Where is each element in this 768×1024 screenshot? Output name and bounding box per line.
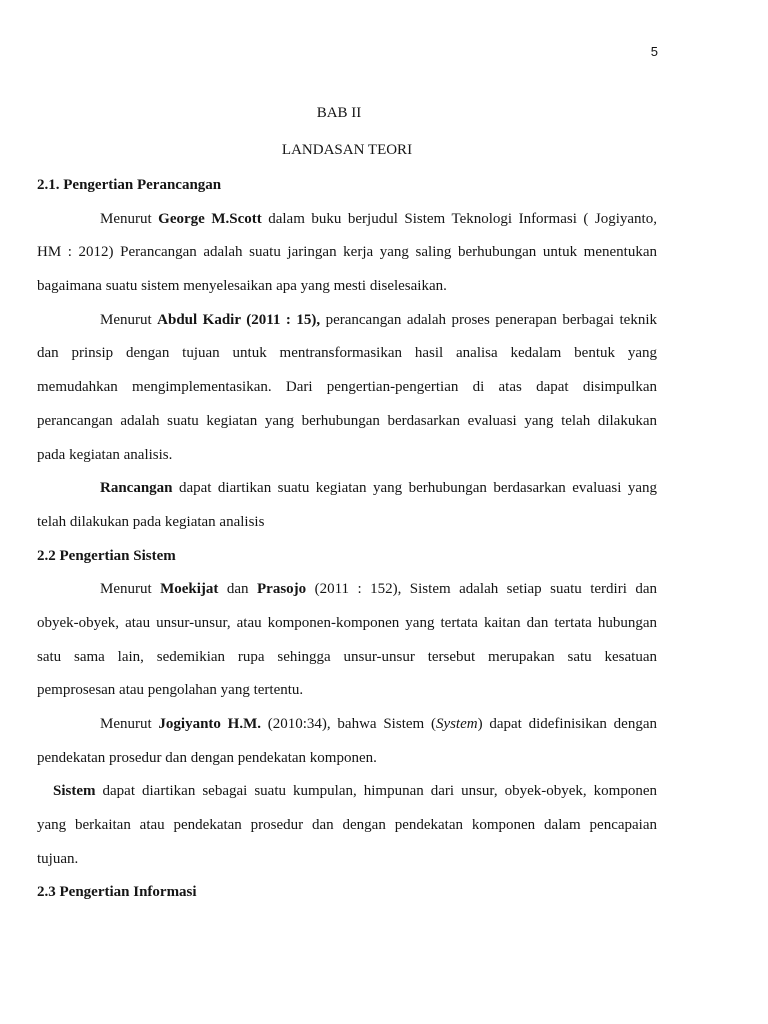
text-run: memudahkan mengimplementasikan. Dari pengertian-pengertian di atas dapat disimpulkan <box>37 379 657 396</box>
text-line <box>37 573 657 607</box>
text-run: satu sama lain, sedemikian rupa sehingga unsur-unsur tersebut merupakan satu kesatuan <box>37 648 657 665</box>
paragraph <box>37 203 657 304</box>
text-run: obyek-obyek, atau unsur-unsur, atau komponen-komponen yang tertata kaitan dan tertata hubungan <box>37 614 657 631</box>
text-line <box>37 472 657 506</box>
defined-term: Rancangan <box>100 480 173 497</box>
text-run: Menurut <box>100 210 159 227</box>
text-run: perancangan adalah suatu kegiatan yang berhubungan berdasarkan evaluasi yang telah dilakukan <box>37 412 657 429</box>
section-2-3 <box>37 876 657 910</box>
text-line <box>37 439 657 473</box>
text-run: dan prinsip dengan tujuan untuk mentransformasikan hasil analisa kedalam bentuk yang <box>37 345 657 362</box>
paragraph <box>37 708 657 775</box>
paragraph <box>37 304 657 472</box>
text-line <box>37 371 657 405</box>
section-heading: 2.1. Pengertian Perancangan <box>37 177 222 193</box>
author-name: Jogiyanto H.M. <box>158 716 262 732</box>
text-line <box>37 708 657 742</box>
text-run: (2011 : 152), Sistem adalah setiap suatu terdiri dan <box>306 581 657 598</box>
text-run: pemprosesan atau pengolahan yang tertentu. <box>37 682 304 699</box>
text-line <box>37 742 657 776</box>
text-line <box>37 506 657 540</box>
author-name: Prasojo <box>257 581 307 598</box>
paragraph <box>37 775 657 876</box>
text-line <box>37 270 657 304</box>
text-run: bagaimana suatu sistem menyelesaikan apa yang mesti diselesaikan. <box>37 278 447 295</box>
text-line <box>37 843 657 877</box>
paragraph <box>37 472 657 539</box>
text-line <box>37 405 657 439</box>
italic-term: System <box>435 716 478 732</box>
text-line <box>37 607 657 641</box>
author-name: Moekijat <box>160 581 219 598</box>
text-run: telah dilakukan pada kegiatan analisis <box>37 513 265 530</box>
text-run: Menurut <box>100 311 158 328</box>
text-run: dapat diartikan sebagai suatu kumpulan, himpunan dari unsur, obyek-obyek, komponen <box>95 783 657 800</box>
chapter-label: BAB II <box>316 105 362 121</box>
text-line <box>37 641 657 675</box>
text-line <box>37 203 657 237</box>
text-run: pendekatan prosedur dan dengan pendekatan komponen. <box>37 749 377 766</box>
text-line <box>37 304 657 338</box>
text-run: tujuan. <box>37 850 79 867</box>
text-line <box>37 775 657 809</box>
text-line <box>37 236 657 270</box>
text-line <box>37 809 657 843</box>
text-run: Menurut <box>100 716 159 732</box>
author-name: Abdul Kadir (2011 : 15), <box>157 311 321 328</box>
text-run: (2010:34), bahwa Sistem ( <box>261 716 436 732</box>
defined-term: Sistem <box>53 783 96 800</box>
document-body <box>37 95 657 910</box>
section-2-1 <box>37 169 657 540</box>
text-run: perancangan adalah proses penerapan berbagai teknik <box>320 311 657 328</box>
author-name: George M.Scott <box>158 210 262 227</box>
page-number: 5 <box>650 44 658 59</box>
text-line <box>37 674 657 708</box>
text-run: yang berkaitan atau pendekatan prosedur dan dengan pendekatan komponen dalam pencapaian <box>37 817 657 834</box>
text-run: ) dapat didefinisikan dengan <box>477 716 657 732</box>
section-heading: 2.2 Pengertian Sistem <box>37 547 176 564</box>
text-run: dapat diartikan suatu kegiatan yang berhubungan berdasarkan evaluasi yang <box>172 480 657 497</box>
text-run: pada kegiatan analisis. <box>37 446 173 463</box>
chapter-title: LANDASAN TEORI <box>281 142 413 158</box>
paragraph <box>37 573 657 708</box>
text-run: Menurut <box>100 581 161 598</box>
section-2-2 <box>37 540 657 877</box>
text-line <box>37 337 657 371</box>
text-run: dalam buku berjudul Sistem Teknologi Informasi ( Jogiyanto, <box>261 210 657 227</box>
section-heading: 2.3 Pengertian Informasi <box>37 884 197 901</box>
text-run: dan <box>218 581 257 598</box>
text-run: HM : 2012) Perancangan adalah suatu jaringan kerja yang saling berhubungan untuk menentukan <box>37 244 657 261</box>
